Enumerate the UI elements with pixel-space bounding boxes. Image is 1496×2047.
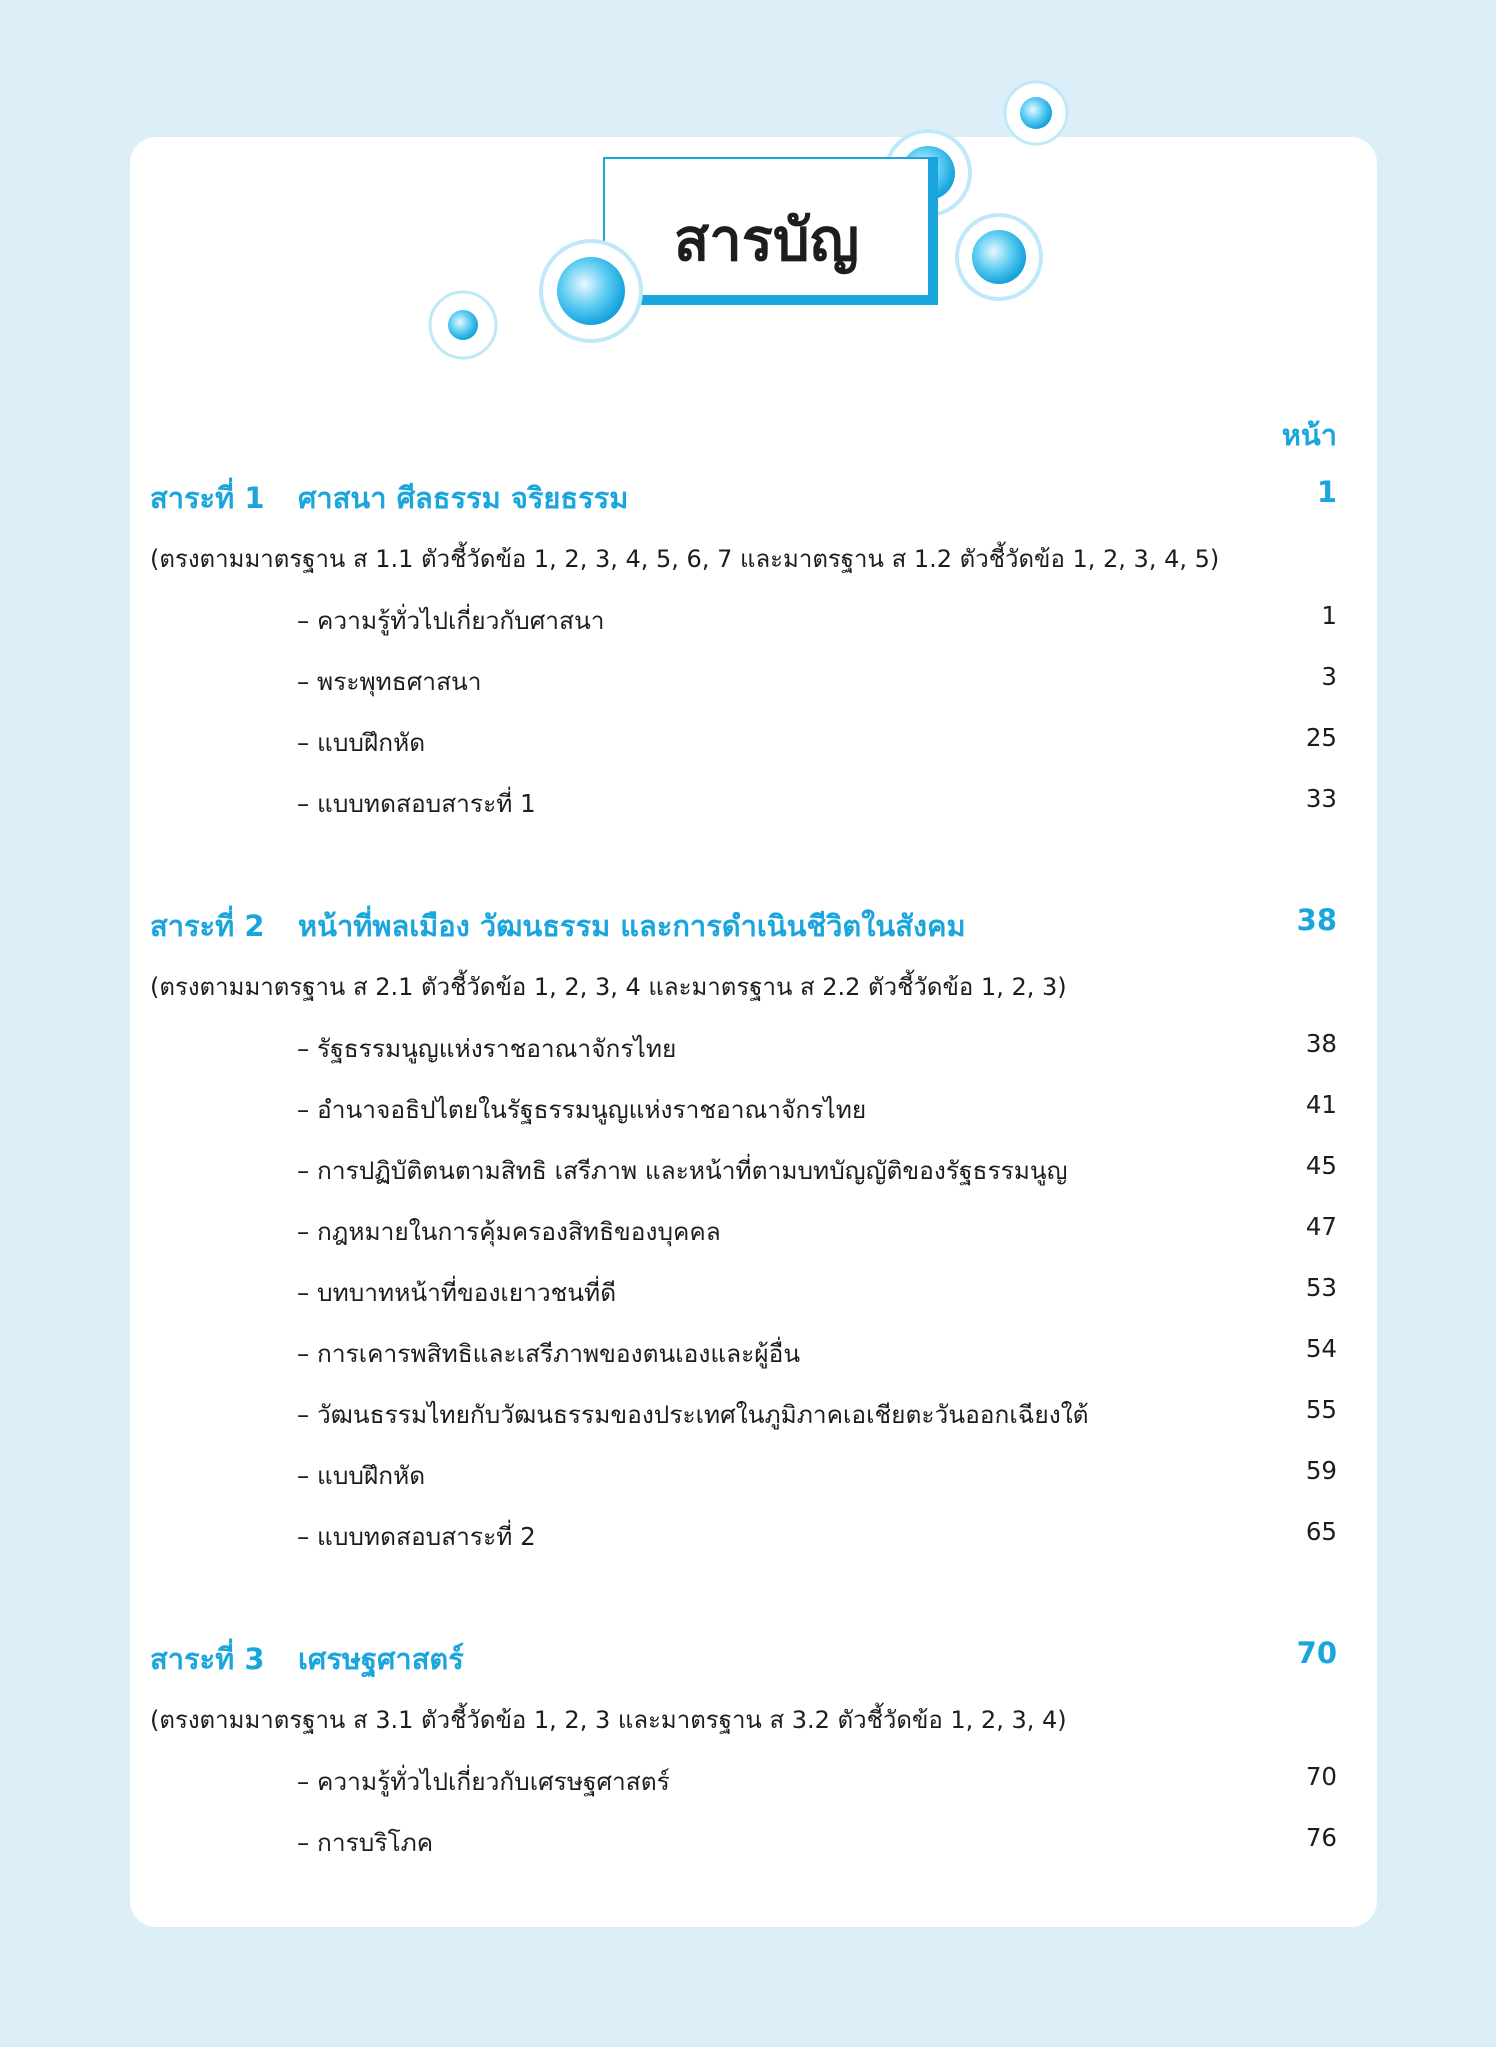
section-header: [0, 475, 1496, 515]
toc-entry-label: – แบบฝึกหัด: [297, 728, 426, 757]
toc-entry-page: 65: [1305, 1517, 1337, 1546]
decorative-bubble-front: [0, 0, 1496, 400]
toc-entry-page: 59: [1305, 1456, 1337, 1485]
toc-entry-label: – การปฏิบัติตนตามสิทธิ เสรีภาพ และหน้าที่ตามบทบัญญัติของรัฐธรรมนูญ: [297, 1156, 1068, 1185]
toc-entry-page: 41: [1305, 1090, 1337, 1119]
toc-entry-label: – บทบาทหน้าที่ของเยาวชนที่ดี: [297, 1278, 617, 1307]
toc-entry-page: 54: [1305, 1334, 1337, 1363]
standard-note: [0, 1700, 1496, 1740]
toc-entry[interactable]: [0, 1517, 1496, 1557]
toc-entry-page: 3: [1321, 662, 1337, 691]
toc-entry-label: – การเคารพสิทธิและเสรีภาพของตนเองและผู้อื่น: [297, 1339, 801, 1368]
toc-entry-page: 53: [1305, 1273, 1337, 1302]
toc-entry-label: – ความรู้ทั่วไปเกี่ยวกับเศรษฐศาสตร์: [297, 1767, 670, 1796]
section-number: สาระที่ 3: [150, 1642, 265, 1676]
toc-entry[interactable]: [0, 1762, 1496, 1802]
toc-entry-label: – การบริโภค: [297, 1828, 434, 1857]
standard-text: (ตรงตามมาตรฐาน ส 1.1 ตัวชี้วัดข้อ 1, 2, 3, 4, 5, 6, 7 และมาตรฐาน ส 1.2 ตัวชี้วัดข้อ 1, 2, 3, 4, 5): [150, 545, 1220, 573]
toc-entry[interactable]: [0, 601, 1496, 641]
toc-entry[interactable]: [0, 1090, 1496, 1130]
section-header: [0, 1636, 1496, 1676]
toc-entry[interactable]: [0, 1823, 1496, 1863]
page-column-label: หน้า: [1281, 418, 1337, 452]
standard-text: (ตรงตามมาตรฐาน ส 3.1 ตัวชี้วัดข้อ 1, 2, 3 และมาตรฐาน ส 3.2 ตัวชี้วัดข้อ 1, 2, 3, 4): [150, 1706, 1067, 1734]
standard-note: [0, 967, 1496, 1007]
standard-note: [0, 539, 1496, 579]
toc-entry-label: – แบบทดสอบสาระที่ 2: [297, 1522, 536, 1551]
standard-text: (ตรงตามมาตรฐาน ส 2.1 ตัวชี้วัดข้อ 1, 2, 3, 4 และมาตรฐาน ส 2.2 ตัวชี้วัดข้อ 1, 2, 3): [150, 973, 1067, 1001]
toc-entry-page: 76: [1305, 1823, 1337, 1852]
section-name: หน้าที่พลเมือง วัฒนธรรม และการดำเนินชีวิตในสังคม: [298, 909, 966, 943]
toc-entry-label: – พระพุทธศาสนา: [297, 667, 482, 696]
toc-entry[interactable]: [0, 1212, 1496, 1252]
toc-entry-label: – วัฒนธรรมไทยกับวัฒนธรรมของประเทศในภูมิภาคเอเชียตะวันออกเฉียงใต้: [297, 1400, 1089, 1429]
toc-entry-page: 70: [1305, 1762, 1337, 1791]
toc-entry-label: – แบบทดสอบสาระที่ 1: [297, 789, 536, 818]
toc-entry-page: 1: [1321, 601, 1337, 630]
toc-entry[interactable]: [0, 1029, 1496, 1069]
toc-entry-page: 55: [1305, 1395, 1337, 1424]
toc-entry[interactable]: [0, 1334, 1496, 1374]
section-page-number: 1: [1316, 475, 1337, 509]
section-name: เศรษฐศาสตร์: [298, 1642, 464, 1676]
toc-entry-label: – ความรู้ทั่วไปเกี่ยวกับศาสนา: [297, 606, 605, 635]
toc-entry[interactable]: [0, 1456, 1496, 1496]
section-number: สาระที่ 2: [150, 909, 265, 943]
section-title: [150, 475, 628, 521]
section-title: [150, 1636, 464, 1682]
toc-entry[interactable]: [0, 1151, 1496, 1191]
toc-entry-label: – อำนาจอธิปไตยในรัฐธรรมนูญแห่งราชอาณาจักรไทย: [297, 1095, 867, 1124]
toc-entry-page: 38: [1305, 1029, 1337, 1058]
section-title: [150, 903, 966, 949]
toc-entry-page: 25: [1305, 723, 1337, 752]
toc-entry-page: 33: [1305, 784, 1337, 813]
toc-entry[interactable]: [0, 1273, 1496, 1313]
section-page-number: 70: [1296, 1636, 1337, 1670]
toc-entry-label: – กฎหมายในการคุ้มครองสิทธิของบุคคล: [297, 1217, 721, 1246]
toc-entry-label: – แบบฝึกหัด: [297, 1461, 426, 1490]
section-page-number: 38: [1296, 903, 1337, 937]
toc-entry-label: – รัฐธรรมนูญแห่งราชอาณาจักรไทย: [297, 1034, 677, 1063]
toc-entry-page: 47: [1305, 1212, 1337, 1241]
toc-entry[interactable]: [0, 1395, 1496, 1435]
toc-entry-page: 45: [1305, 1151, 1337, 1180]
toc-entry[interactable]: [0, 662, 1496, 702]
toc-entry[interactable]: [0, 784, 1496, 824]
section-header: [0, 903, 1496, 943]
toc-entry[interactable]: [0, 723, 1496, 763]
page-title: สารบัญ: [673, 206, 860, 274]
section-number: สาระที่ 1: [150, 481, 265, 515]
bubble-icon: [541, 241, 641, 341]
section-name: ศาสนา ศีลธรรม จริยธรรม: [298, 481, 629, 515]
